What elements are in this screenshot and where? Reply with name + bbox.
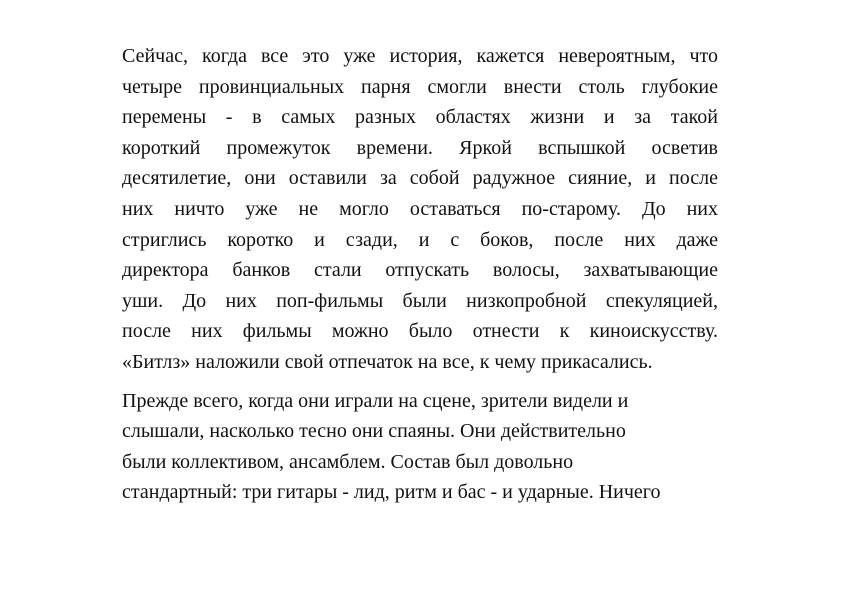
text-line: стандартный: три гитары - лид, ритм и бас - и ударные. Ничего: [122, 481, 661, 504]
text-line: четыре провинциальных парня смогли внести столь глубокие: [122, 75, 718, 98]
text-line: директора банков стали отпускать волосы, захватывающие: [122, 259, 718, 282]
paragraph-spacer: [122, 378, 718, 386]
text-line: перемены - в самых разных областях жизни и за такой: [122, 106, 718, 129]
text-line: короткий промежуток времени. Яркой вспышкой осветив: [122, 136, 718, 159]
text-line: «Битлз» наложили свой отпечаток на все, к чему прикасались.: [122, 350, 653, 373]
text-line: Сейчас, когда все это уже история, кажется невероятным, что: [122, 45, 718, 67]
text-line: стриглись коротко и сзади, и с боков, после них даже: [122, 228, 718, 251]
text-line: десятилетие, они оставили за собой радужное сияние, и после: [122, 167, 718, 190]
text-line: после них фильмы можно было отнести к киноискусству.: [122, 320, 718, 343]
paragraph-2: [122, 386, 718, 508]
text-line: них ничто уже не могло оставаться по-старому. До них: [122, 197, 718, 220]
text-line: были коллективом, ансамблем. Состав был довольно: [122, 450, 574, 473]
text-line: Прежде всего, когда они играли на сцене, зрители видели и: [122, 389, 629, 412]
text-line: уши. До них поп-фильмы были низкопробной спекуляцией,: [122, 289, 718, 312]
document-text: [122, 41, 718, 508]
paragraph-1: [122, 41, 718, 378]
text-line: слышали, насколько тесно они спаяны. Они действительно: [122, 420, 626, 443]
